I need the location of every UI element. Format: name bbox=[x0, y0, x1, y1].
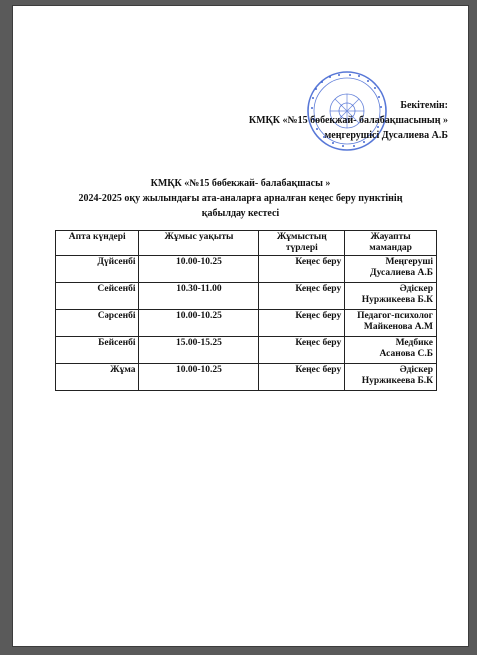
table-row bbox=[56, 364, 437, 391]
cell-staff bbox=[345, 256, 437, 283]
header-days: Апта күндері bbox=[56, 231, 139, 256]
cell-time: 10.00-10.25 bbox=[139, 364, 259, 391]
document-heading bbox=[13, 176, 468, 221]
cell-day: Сейсенбі bbox=[56, 283, 139, 310]
header-staff: Жауапты мамандар bbox=[345, 231, 437, 256]
approval-label: Бекітемін: bbox=[400, 100, 448, 111]
cell-time: 10.30-11.00 bbox=[139, 283, 259, 310]
table-row bbox=[56, 310, 437, 337]
staff-name: Майкенова А.М bbox=[363, 322, 433, 332]
staff-name: Нуржикеева Б.К bbox=[361, 295, 433, 305]
cell-time: 10.00-10.25 bbox=[139, 310, 259, 337]
staff-name: Асанова С.Б bbox=[379, 349, 433, 359]
heading-description: 2024-2025 оқу жылындағы ата-аналарға арналған кеңес беру пунктінің bbox=[78, 193, 403, 204]
staff-role: Медбике bbox=[395, 338, 433, 348]
cell-day: Жұма bbox=[56, 364, 139, 391]
approval-block bbox=[249, 98, 448, 143]
cell-type: Кеңес беру bbox=[259, 364, 345, 391]
staff-name: Дусалиева А.Б bbox=[370, 268, 433, 278]
cell-staff bbox=[345, 337, 437, 364]
cell-staff bbox=[345, 283, 437, 310]
table-row bbox=[56, 337, 437, 364]
cell-type: Кеңес беру bbox=[259, 283, 345, 310]
staff-role: Әдіскер bbox=[399, 365, 433, 375]
schedule-table bbox=[55, 230, 437, 391]
staff-role: Педагог-психолог bbox=[357, 311, 433, 321]
staff-role: Әдіскер bbox=[399, 284, 433, 294]
cell-type: Кеңес беру bbox=[259, 256, 345, 283]
document-page bbox=[13, 6, 468, 646]
staff-name: Нуржикеева Б.К bbox=[361, 376, 433, 386]
cell-time: 10.00-10.25 bbox=[139, 256, 259, 283]
heading-organization: КМҚК «№15 бөбекжай- балабақшасы » bbox=[150, 178, 331, 189]
cell-type: Кеңес беру bbox=[259, 337, 345, 364]
table-row bbox=[56, 283, 437, 310]
cell-day: Сәрсенбі bbox=[56, 310, 139, 337]
table-row bbox=[56, 256, 437, 283]
staff-role: Меңгеруші bbox=[385, 257, 433, 267]
cell-type: Кеңес беру bbox=[259, 310, 345, 337]
heading-title: қабылдау кестесі bbox=[201, 208, 280, 219]
approval-signatory: меңгерушісі Дусалиева А.Б bbox=[324, 130, 448, 141]
approval-organization: КМҚК «№15 бөбекжай- балабақшасының » bbox=[248, 115, 448, 126]
cell-staff bbox=[345, 364, 437, 391]
cell-day: Бейсенбі bbox=[56, 337, 139, 364]
header-time: Жұмыс уақыты bbox=[139, 231, 259, 256]
header-type: Жұмыстың түрлері bbox=[259, 231, 345, 256]
table-header-row bbox=[56, 231, 437, 256]
cell-day: Дүйсенбі bbox=[56, 256, 139, 283]
cell-time: 15.00-15.25 bbox=[139, 337, 259, 364]
cell-staff bbox=[345, 310, 437, 337]
